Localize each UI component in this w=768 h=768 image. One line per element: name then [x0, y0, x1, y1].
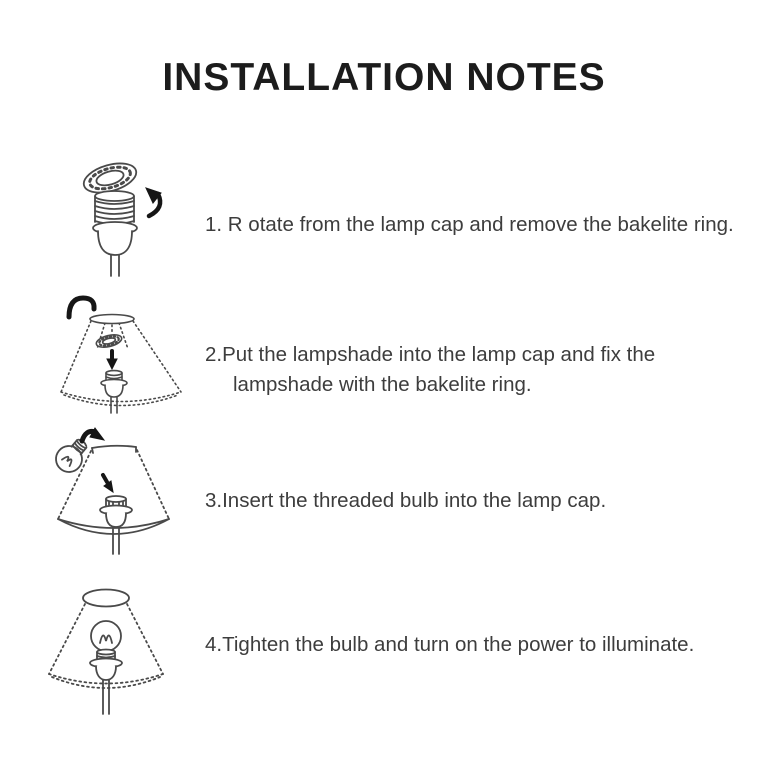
step-1-line: 1. R otate from the lamp cap and remove the bakelite ring. — [205, 213, 734, 236]
step-4-text — [205, 630, 760, 660]
page-title: INSTALLATION NOTES — [162, 56, 606, 99]
lamp-cap-unscrew-ring-icon — [50, 150, 182, 292]
assembled-lamp-icon — [40, 572, 198, 734]
lampshade-onto-lamp-cap-icon — [50, 292, 190, 422]
step-2-text — [205, 340, 760, 400]
step-3-text — [205, 486, 760, 516]
step-1-text — [205, 210, 760, 240]
step-2-line: lampshade with the bakelite ring. — [233, 373, 532, 396]
step-3-line: 3.Insert the threaded bulb into the lamp cap. — [205, 489, 607, 512]
bulb-into-lamp-cap-icon — [44, 426, 196, 566]
step-4-line: 4.Tighten the bulb and turn on the power to illuminate. — [205, 633, 695, 656]
step-2-line: 2.Put the lampshade into the lamp cap and fix the — [205, 343, 656, 366]
